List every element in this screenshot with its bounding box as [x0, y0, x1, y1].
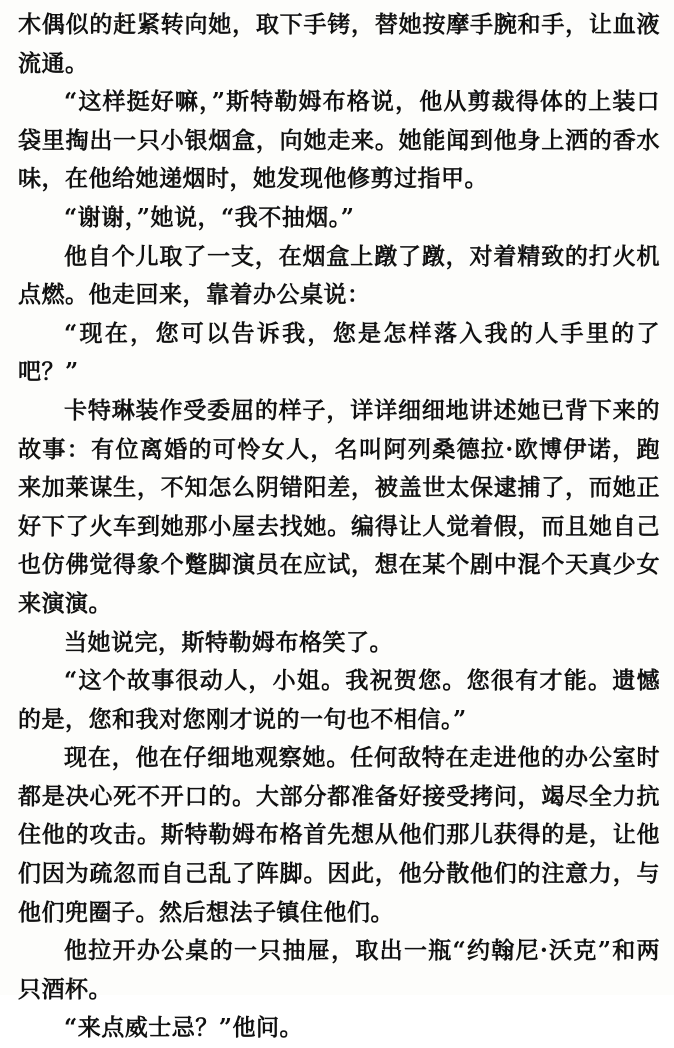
paragraph: 他拉开办公桌的一只抽屉，取出一瓶“约翰尼·沃克”和两只酒杯。	[18, 937, 660, 1003]
paragraph: “这样挺好嘛，”斯特勒姆布格说，他从剪裁得体的上装口袋里掏出一只小银烟盒，向她走来。她能闻到他身上洒的香水味，在他给她递烟时，她发现他修剪过指甲。	[18, 88, 660, 193]
paragraph: 当她说完，斯特勒姆布格笑了。	[64, 628, 393, 656]
paragraph: 卡特琳装作受委屈的样子，详详细细地讲述她已背下来的故事：有位离婚的可怜女人，名叫阿列桑德拉·欧博伊诺，跑来加莱谋生，不知怎么阴错阳差，被盖世太保逮捕了，而她正好下了火车到她那小屋去找她。编得让人觉着假，而且她自己也仿佛觉得象个蹩脚演员在应试，想在某个剧中混个天真少女来演演。	[18, 396, 660, 617]
paragraph: “现在，您可以告诉我，您是怎样落入我的人手里的了吧？”	[18, 319, 660, 386]
paragraph: “来点威士忌？”他问。	[64, 1014, 303, 1042]
paragraph: “谢谢，”她说，“我不抽烟。”	[64, 203, 355, 231]
paragraph: “这个故事很动人，小姐。我祝贺您。您很有才能。遗憾的是，您和我对您刚才说的一句也不相信。”	[18, 667, 660, 733]
paragraph: 现在，他在仔细地观察她。任何敌特在走进他的办公室时都是决心死不开口的。大部分都准备好接受拷问，竭尽全力抗住他的攻击。斯特勒姆布格首先想从他们那儿获得的是，让他们因为疏忽而自己乱了阵脚。因此，他分散他们的注意力，与他们兜圈子。然后想法子镇住他们。	[18, 744, 660, 926]
page-text	[18, 6, 660, 1048]
paragraph: 木偶似的赶紧转向她，取下手铐，替她按摩手腕和手，让血液流通。	[18, 11, 660, 77]
paragraph: 他自个儿取了一支，在烟盒上蹾了蹾，对着精致的打火机点燃。他走回来，靠着办公桌说：	[18, 242, 660, 309]
